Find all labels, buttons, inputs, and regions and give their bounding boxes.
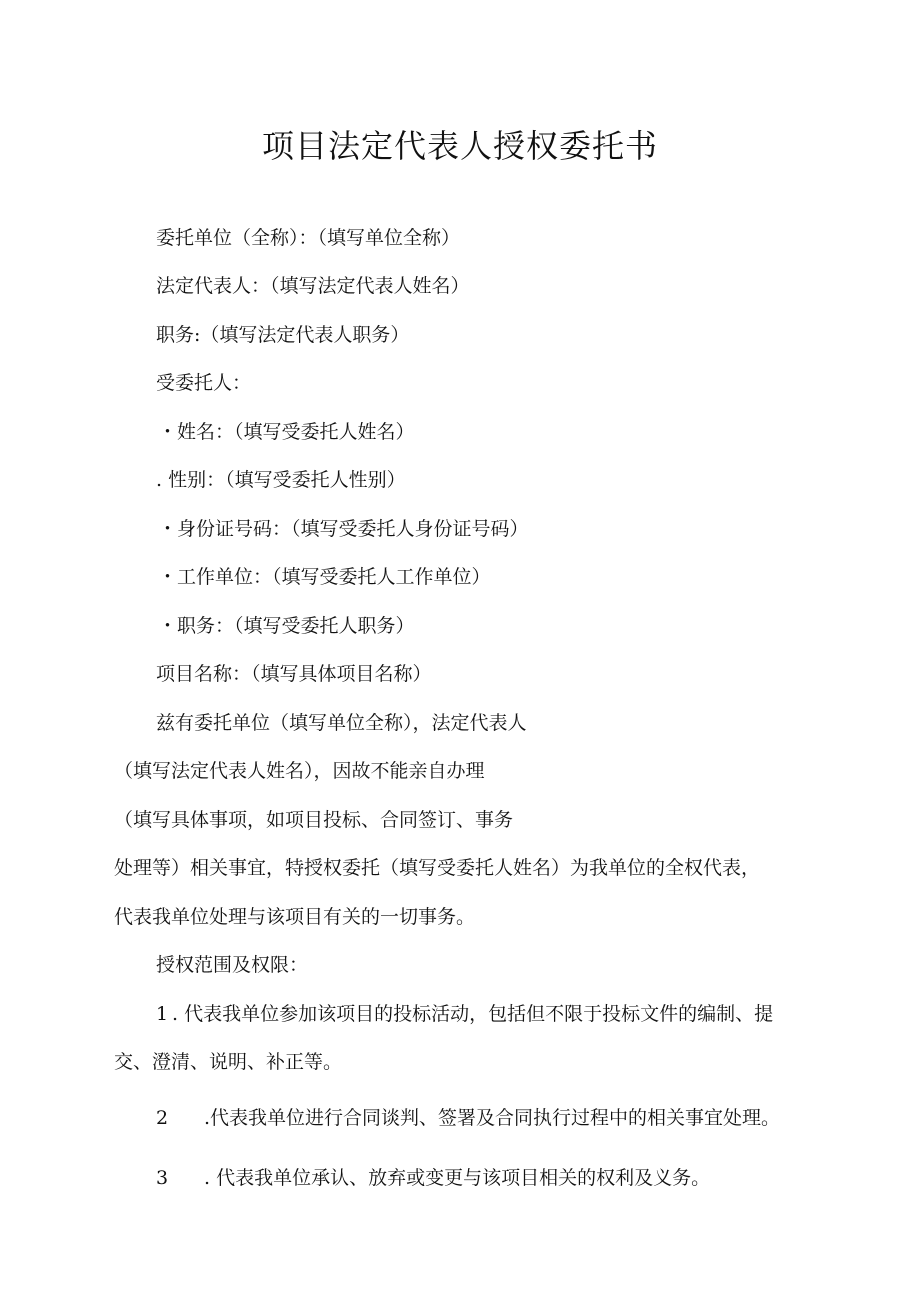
scope-item-3-number: 3	[156, 1167, 169, 1189]
scope-item-2-text: .代表我单位进行合同谈判、签署及合同执行过程中的相关事宜处理。	[204, 1107, 781, 1129]
agent-item-id-number: ・身份证号码：（填写受委托人身份证号码）	[158, 518, 529, 540]
scope-item-2-number: 2	[156, 1107, 169, 1129]
agent-item-work-unit: ・工作单位：（填写受委托人工作单位）	[158, 566, 491, 588]
scope-item-1-text: . 代表我单位参加该项目的投标活动，包括但不限于投标文件的编制、提	[172, 1003, 774, 1025]
position-line: 职务:（填写法定代表人职务）	[156, 324, 410, 346]
project-name-line: 项目名称：（填写具体项目名称）	[156, 663, 432, 685]
statement-line-4: 处理等）相关事宜，特授权委托（填写受委托人姓名）为我单位的全权代表，	[114, 857, 761, 879]
agent-item-name: ・姓名：（填写受委托人姓名）	[158, 421, 415, 443]
principal-unit-line: 委托单位（全称）：（填写单位全称）	[156, 227, 461, 249]
statement-line-5: 代表我单位处理与该项目有关的一切事务。	[114, 906, 476, 928]
document-title: 项目法定代表人授权委托书	[261, 127, 658, 165]
statement-line-2: （填写法定代表人姓名），因故不能亲自办理	[114, 760, 485, 782]
agent-heading: 受委托人：	[156, 372, 252, 394]
legal-representative-line: 法定代表人：（填写法定代表人姓名）	[156, 275, 470, 297]
statement-line-1: 兹有委托单位（填写单位全称），法定代表人	[156, 712, 527, 734]
agent-item-position: ・职务：（填写受委托人职务）	[158, 615, 415, 637]
scope-heading: 授权范围及权限：	[156, 954, 309, 976]
scope-item-1-continuation: 交、澄清、说明、补正等。	[114, 1051, 343, 1073]
agent-item-gender: . 性别：（填写受委托人性别）	[156, 469, 406, 491]
scope-item-3-text: . 代表我单位承认、放弃或变更与该项目相关的权利及义务。	[204, 1167, 711, 1189]
statement-line-3: （填写具体事项，如项目投标、合同签订、事务	[114, 809, 514, 831]
scope-item-1-number: 1	[156, 1003, 169, 1025]
